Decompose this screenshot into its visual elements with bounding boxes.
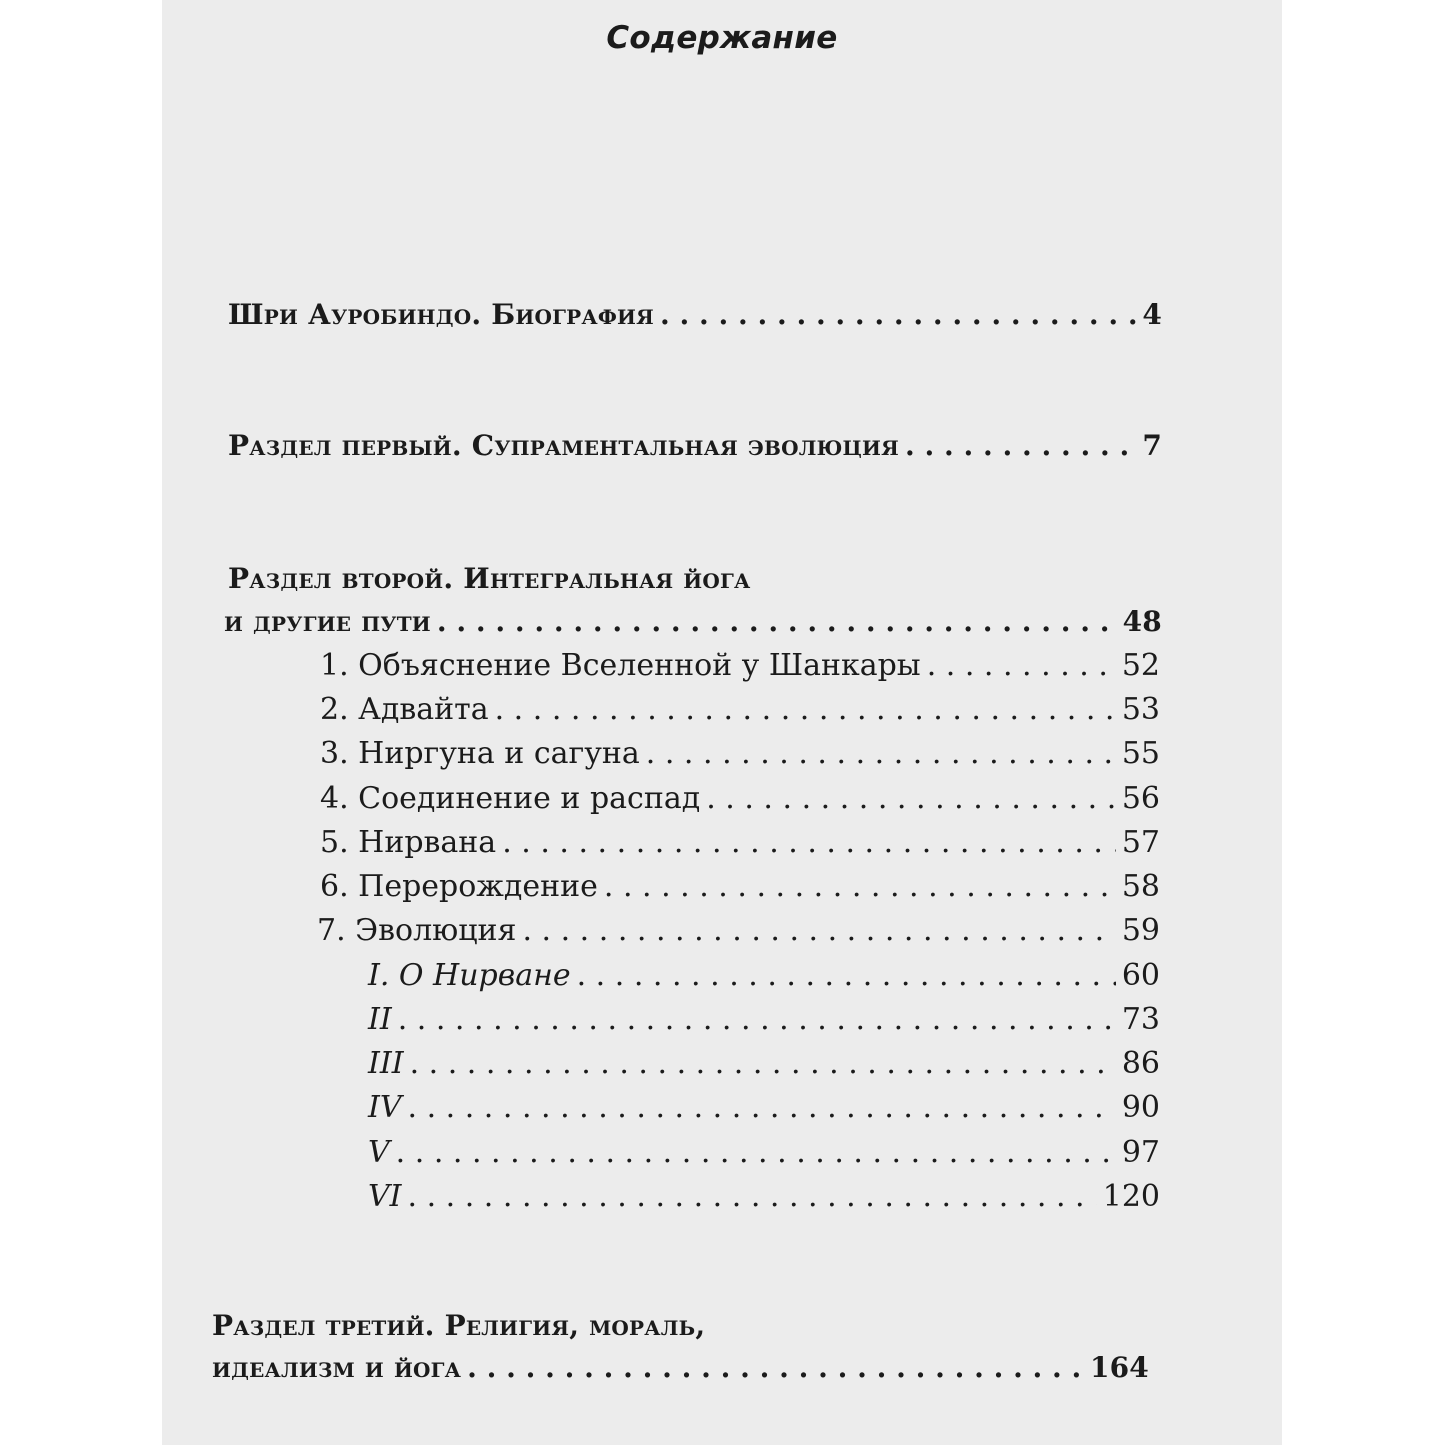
toc-entry-section-2-line1: Раздел второй. Интегральная йога xyxy=(228,562,751,595)
toc-entry-label: 7. Эволюция xyxy=(317,913,517,948)
toc-entry-section-1 xyxy=(228,429,1162,462)
toc-roman-entry xyxy=(368,1179,1160,1214)
toc-subentry xyxy=(320,781,1160,816)
toc-roman-entry xyxy=(368,1002,1160,1037)
toc-entry-page: 7 xyxy=(1142,429,1162,462)
toc-entry-label: Шри Ауробиндо. Биография xyxy=(228,298,654,331)
toc-entry-label: 3. Ниргуна и сагуна xyxy=(320,736,640,771)
dot-leader xyxy=(437,605,1117,638)
toc-entry-page: 59 xyxy=(1121,913,1160,948)
dot-leader xyxy=(577,958,1116,993)
dot-leader xyxy=(495,692,1116,727)
toc-entry-page: 164 xyxy=(1089,1351,1149,1384)
toc-entry-section-2 xyxy=(224,605,1162,638)
toc-entry-label: Раздел первый. Супраментальная эволюция xyxy=(228,429,899,462)
dot-leader xyxy=(646,736,1116,771)
dot-leader xyxy=(927,648,1116,683)
toc-entry-page: 90 xyxy=(1121,1090,1160,1125)
toc-entry-label: идеализм и йога xyxy=(212,1351,462,1384)
toc-entry-page: 4 xyxy=(1142,298,1162,331)
toc-entry-page: 60 xyxy=(1121,958,1160,993)
toc-entry-page: 53 xyxy=(1121,692,1160,727)
toc-entry-page: 120 xyxy=(1102,1179,1160,1214)
toc-entry-label: 1. Объяснение Вселенной у Шанкары xyxy=(320,648,921,683)
dot-leader xyxy=(706,781,1116,816)
toc-entry-label: II xyxy=(368,1002,392,1037)
toc-entry-label: и другие пути xyxy=(224,605,431,638)
toc-entry-label: 6. Перерождение xyxy=(320,869,598,904)
toc-entry-section-3-line1: Раздел третий. Религия, мораль, xyxy=(212,1309,706,1342)
toc-entry-page: 52 xyxy=(1121,648,1160,683)
toc-roman-entry xyxy=(368,958,1160,993)
toc-roman-entry xyxy=(368,1135,1160,1170)
toc-entry-page: 58 xyxy=(1121,869,1160,904)
toc-entry-page: 86 xyxy=(1121,1046,1160,1081)
toc-entry-page: 57 xyxy=(1121,825,1160,860)
toc-entry-page: 55 xyxy=(1121,736,1160,771)
toc-entry-label: III xyxy=(368,1046,404,1081)
toc-entry-label: 4. Соединение и распад xyxy=(320,781,701,816)
toc-subentry xyxy=(320,736,1160,771)
dot-leader xyxy=(398,1002,1116,1037)
toc-subentry xyxy=(320,692,1160,727)
toc-entry-label: VI xyxy=(368,1179,402,1214)
dot-leader xyxy=(660,298,1136,331)
toc-entry-page: 48 xyxy=(1122,605,1162,638)
dot-leader xyxy=(604,869,1116,904)
toc-entry-page: 73 xyxy=(1121,1002,1160,1037)
toc-roman-entry xyxy=(368,1046,1160,1081)
dot-leader xyxy=(408,1090,1116,1125)
toc-entry-section-3 xyxy=(212,1351,1149,1384)
dot-leader xyxy=(408,1179,1097,1214)
toc-entry-page: 97 xyxy=(1121,1135,1160,1170)
toc-entry-page: 56 xyxy=(1121,781,1160,816)
toc-entry-label: V xyxy=(368,1135,390,1170)
dot-leader xyxy=(410,1046,1116,1081)
toc-roman-entry xyxy=(368,1090,1160,1125)
page-title: Содержание xyxy=(606,20,838,56)
dot-leader xyxy=(522,913,1115,948)
toc-subentry xyxy=(320,825,1160,860)
toc-subentry xyxy=(320,869,1160,904)
dot-leader xyxy=(467,1351,1084,1384)
toc-subentry xyxy=(317,913,1160,948)
toc-subentry xyxy=(320,648,1160,683)
toc-entry-label: 2. Адвайта xyxy=(320,692,489,727)
dot-leader xyxy=(502,825,1116,860)
toc-entry-label: 5. Нирвана xyxy=(320,825,497,860)
book-page xyxy=(162,0,1282,1445)
toc-entry-biography xyxy=(228,298,1162,331)
toc-entry-label: IV xyxy=(368,1090,402,1125)
dot-leader xyxy=(396,1135,1116,1170)
dot-leader xyxy=(905,429,1136,462)
toc-entry-label: I. О Нирване xyxy=(368,958,571,993)
